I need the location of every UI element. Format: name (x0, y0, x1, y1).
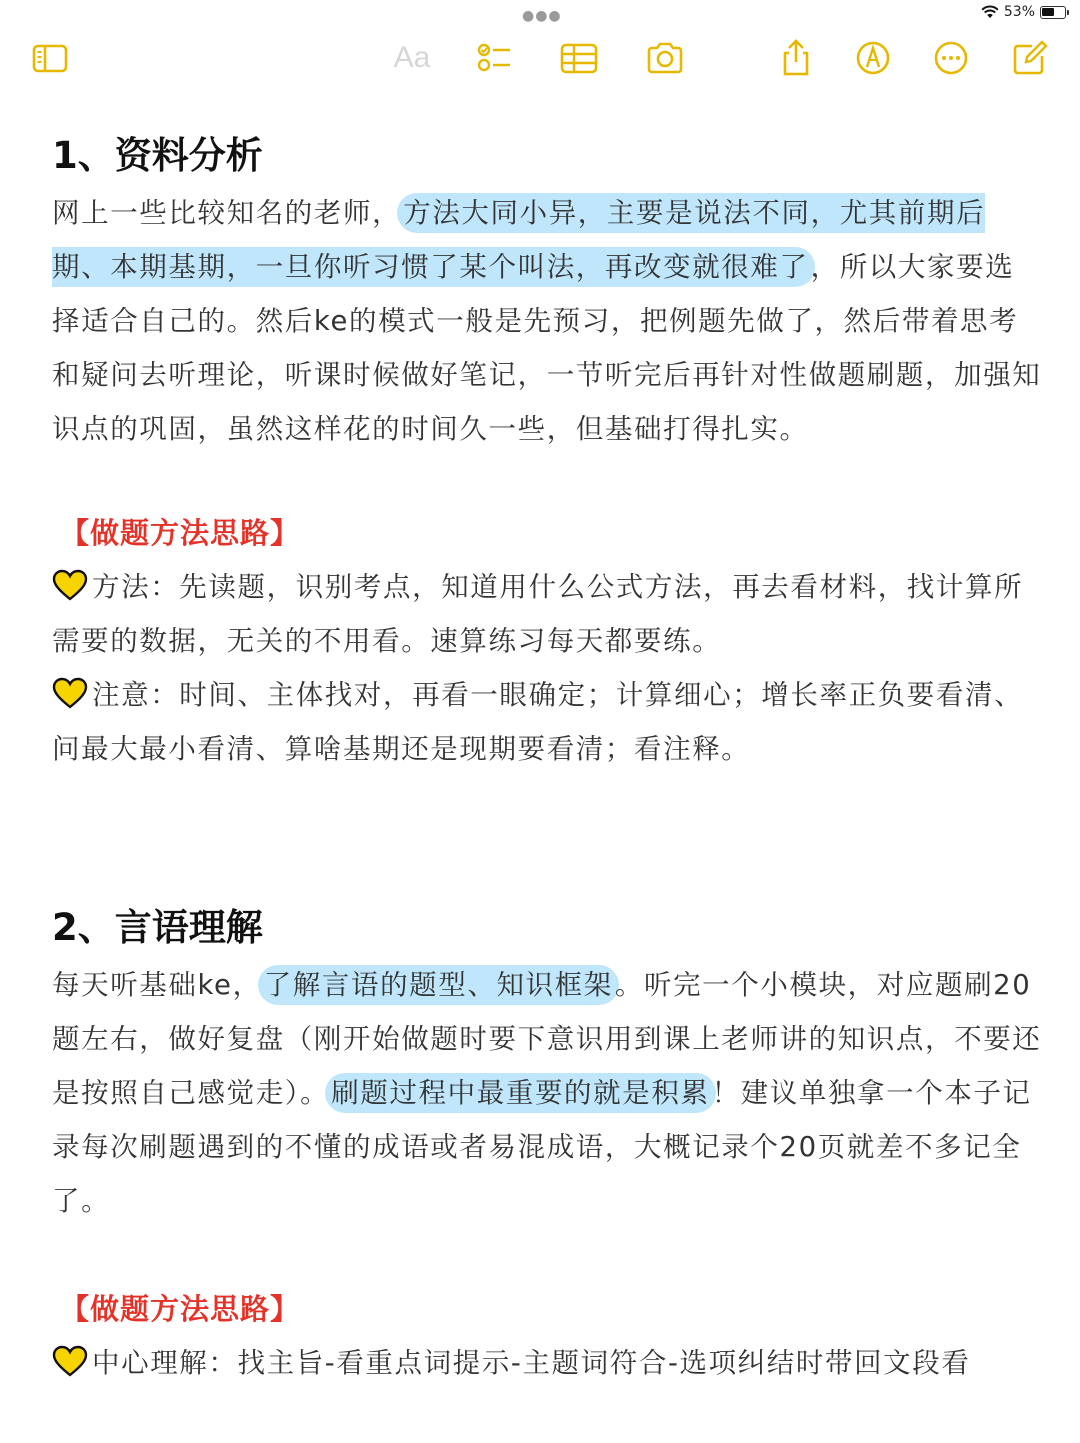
battery-percent: 53% (1003, 4, 1035, 20)
yellow-heart-icon (52, 1345, 88, 1377)
status-indicators (981, 4, 1066, 20)
section-title-data-analysis: 1、资料分析 (52, 134, 263, 177)
text-run: ！建议单独拿一个本子记录每次刷题遇到的不懂的成语或者易混成语，大概记录个20页就差不多记全了。 (52, 1077, 1032, 1217)
tip-line (52, 668, 1042, 776)
highlighted-text: 了解言语的题型、知识框架 (263, 969, 613, 1001)
toolbar (0, 36, 1080, 84)
more-icon[interactable] (929, 36, 973, 80)
multitask-dots-icon[interactable]: ●●● (522, 8, 562, 24)
section-paragraph (52, 186, 1042, 456)
text-run: ，所以大家要选择适合自己的。然后ke的模式一般是先预习，把例题先做了，然后带着思考和疑问去听理论，听课时候做好笔记，一节听完后再针对性做题刷题，加强知识点的巩固，虽然这样花的时间久一些，但基础打得扎实。 (52, 251, 1042, 445)
checklist-icon[interactable] (472, 36, 516, 80)
text-run: 网上一些比较知名的老师， (52, 197, 402, 229)
yellow-heart-icon (52, 677, 88, 709)
table-icon[interactable] (557, 36, 601, 80)
sidebar-icon[interactable] (28, 36, 72, 80)
markup-icon[interactable] (851, 36, 895, 80)
section-title-verbal: 2、言语理解 (52, 906, 263, 949)
tip-line (52, 1336, 1042, 1390)
share-icon[interactable] (774, 36, 818, 80)
tip-line (52, 560, 1042, 668)
highlighted-text: 刷题过程中最重要的就是积累 (331, 1077, 710, 1109)
camera-icon[interactable] (643, 36, 687, 80)
wifi-icon (981, 5, 999, 19)
tip-text: 中心理解：找主旨-看重点词提示-主题词符合-选项纠结时带回文段看 (92, 1347, 971, 1379)
highlighted-text: 方法大同小异，主要是说法不同，尤其前期后期、本期基期，一旦你听习惯了某个叫法，再改变就很难了 (52, 197, 986, 283)
method-heading: 【做题方法思路】 (60, 516, 301, 550)
note-body[interactable] (52, 128, 1042, 1390)
section-paragraph (52, 958, 1042, 1228)
yellow-heart-icon (52, 569, 88, 601)
status-bar (0, 0, 1080, 28)
compose-icon[interactable] (1008, 36, 1052, 80)
tip-text: 注意：时间、主体找对，再看一眼确定；计算细心；增长率正负要看清、问最大最小看清、算啥基期还是现期要看清；看注释。 (52, 679, 1024, 765)
text-run: 。听完一个小模块，对应题刷20题左右，做好复盘（刚开始做题时要下意识用到课上老师讲的知识点，不要还是按照自己感觉走）。 (52, 969, 1042, 1109)
method-heading: 【做题方法思路】 (60, 1292, 301, 1326)
tip-text: 方法：先读题，识别考点，知道用什么公式方法，再去看材料，找计算所需要的数据，无关的不用看。速算练习每天都要练。 (52, 571, 1024, 657)
format-icon[interactable]: Aa (393, 41, 431, 74)
battery-icon (1040, 6, 1066, 19)
text-run: 每天听基础ke， (52, 969, 262, 1001)
